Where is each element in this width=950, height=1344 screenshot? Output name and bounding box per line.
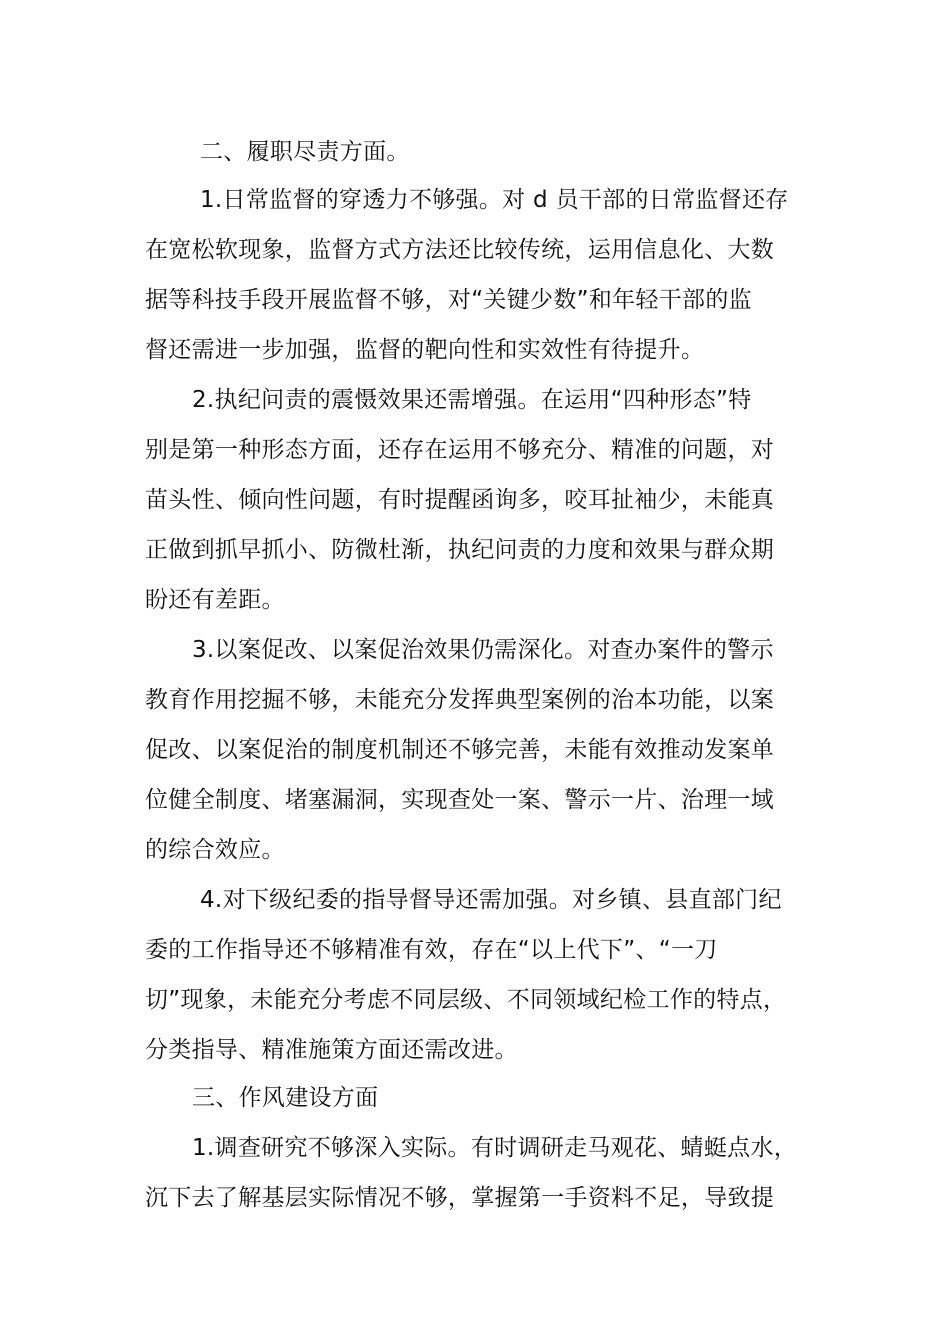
paragraph-line: 促改、以案促治的制度机制还不够完善，未能有效推动发案单 bbox=[145, 737, 775, 763]
paragraph-line: 据等科技手段开展监督不够，对“关键少数”和年轻干部的监 bbox=[145, 287, 752, 313]
paragraph-line: 委的工作指导还不够精准有效，存在“以上代下”、“一刀 bbox=[145, 937, 718, 963]
paragraph-line: 督还需进一步加强，监督的靶向性和实效性有待提升。 bbox=[145, 337, 705, 363]
paragraph-line: 切”现象，未能充分考虑不同层级、不同领域纪检工作的特点， bbox=[145, 987, 787, 1013]
paragraph-line: 盼还有差距。 bbox=[145, 587, 285, 613]
section-heading-2: 二、履职尽责方面。 bbox=[200, 139, 410, 165]
paragraph-line: 在宽松软现象，监督方式方法还比较传统，运用信息化、大数 bbox=[145, 237, 775, 263]
paragraph-line: 位健全制度、堵塞漏洞，实现查处一案、警示一片、治理一域 bbox=[145, 787, 775, 813]
section-heading-3: 三、作风建设方面 bbox=[192, 1085, 379, 1111]
paragraph-line: 分类指导、精准施策方面还需改进。 bbox=[145, 1037, 518, 1063]
paragraph-line: 4.对下级纪委的指导督导还需加强。对乡镇、县直部门纪 bbox=[200, 887, 782, 913]
paragraph-line: 的综合效应。 bbox=[145, 837, 285, 863]
paragraph-line: 苗头性、倾向性问题，有时提醒函询多，咬耳扯袖少，未能真 bbox=[145, 487, 775, 513]
paragraph-line: 正做到抓早抓小、防微杜渐，执纪问责的力度和效果与群众期 bbox=[145, 537, 775, 563]
paragraph-line: 1.调查研究不够深入实际。有时调研走马观花、蜻蜓点水， bbox=[192, 1135, 798, 1161]
paragraph-line: 2.执纪问责的震慑效果还需增强。在运用“四种形态”特 bbox=[192, 387, 752, 413]
paragraph-line: 3.以案促改、以案促治效果仍需深化。对查办案件的警示 bbox=[192, 637, 774, 663]
paragraph-line: 1.日常监督的穿透力不够强。对 d 员干部的日常监督还存 bbox=[200, 187, 789, 213]
paragraph-line: 别是第一种形态方面，还存在运用不够充分、精准的问题，对 bbox=[145, 437, 775, 463]
paragraph-line: 沉下去了解基层实际情况不够，掌握第一手资料不足，导致提 bbox=[145, 1185, 775, 1211]
paragraph-line: 教育作用挖掘不够，未能充分发挥典型案例的治本功能，以案 bbox=[145, 687, 775, 713]
